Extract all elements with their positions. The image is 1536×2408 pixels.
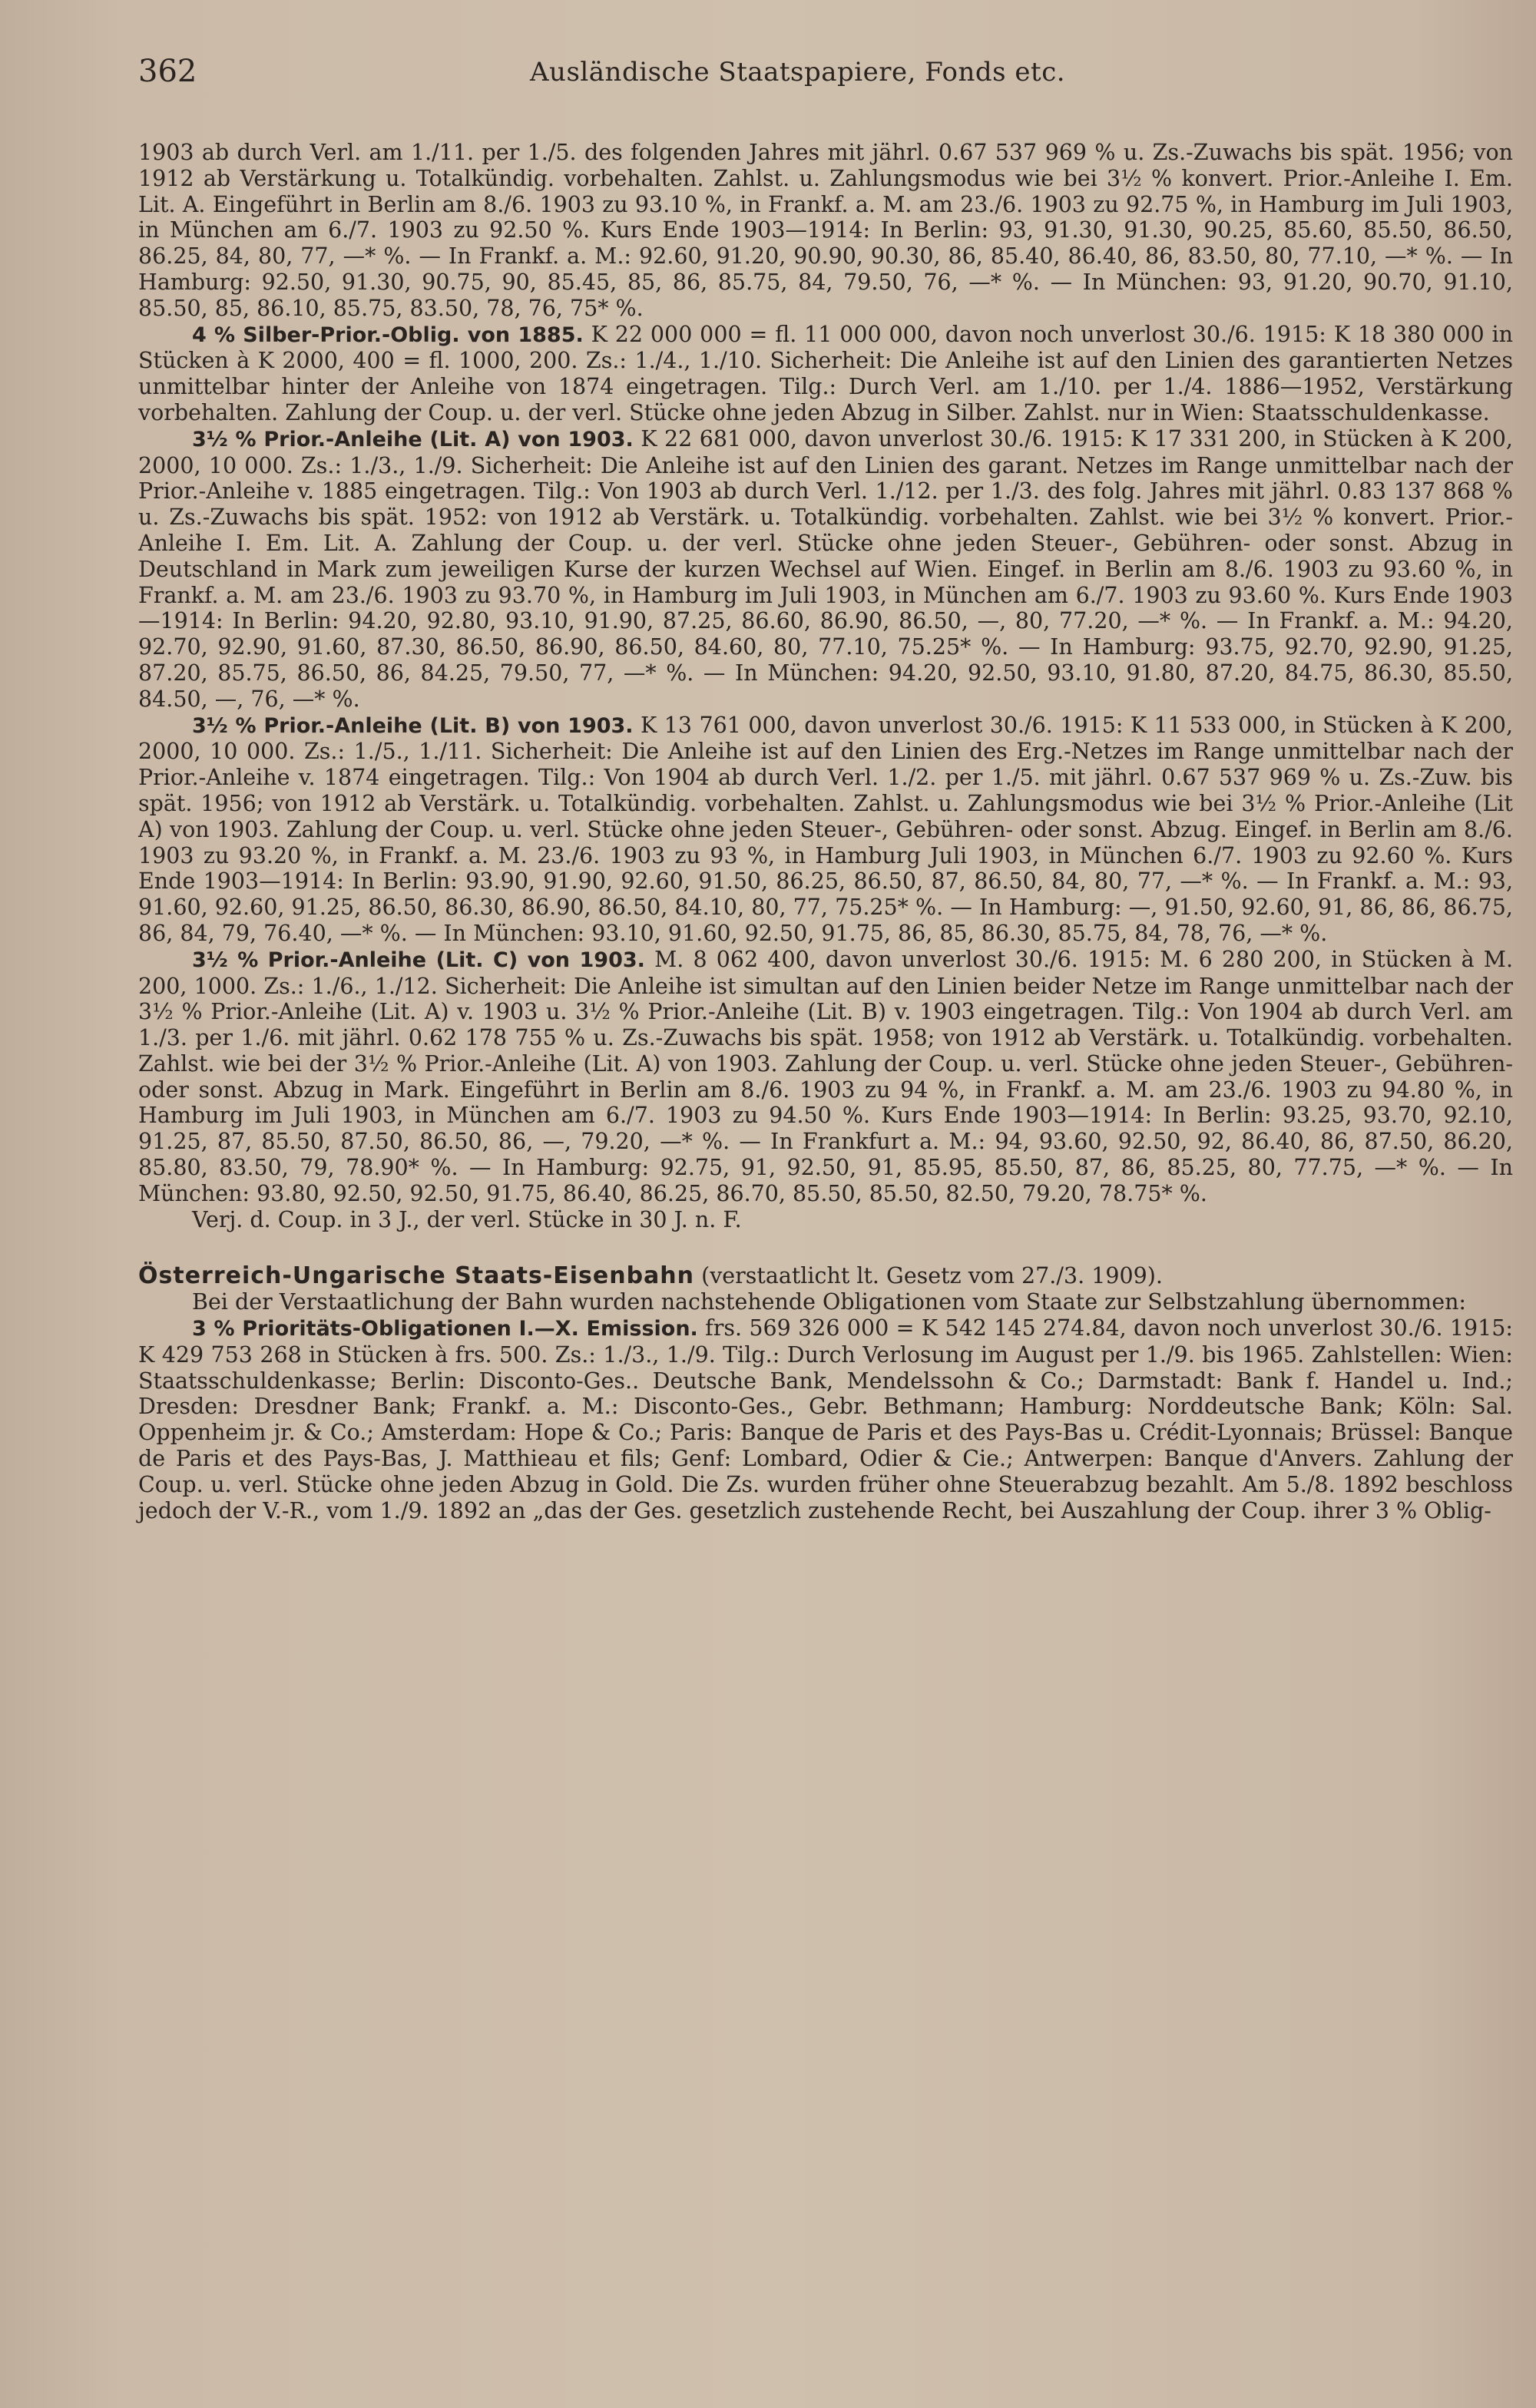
paragraph-prior-anleihe-lit-b	[138, 713, 1513, 947]
entry-title: 4 % Silber-Prior.-Oblig. von 1885.	[192, 322, 584, 347]
paragraph-verjaehrung: Verj. d. Coup. in 3 J., der verl. Stücke in 30 J. n. F.	[192, 1206, 742, 1232]
entry-text: M. 8 062 400, davon unverlost 30./6. 1915: M. 6 280 200, in Stücken à M. 200, 1000. Zs.: 1./6., 1./12. Sicherheit: Die Anleihe ist simultan auf den Linien beider Netze im Range unmittelbar nach der 3½ % Prior.-Anleihe (Lit. A) v. 1903 u. 3½ % Prior.-Anleihe (Lit. B) v. 1903 eingetragen. Tilg.: Von 1904 ab durch Verl. am 1./3. per 1./6. mit jährl. 0.62 178 755 % u. Zs.-Zuwachs bis spät. 1958; von 1912 ab Verstärk. u. Totalkündig. vorbehalten. Zahlst. wie bei der 3½ % Prior.-Anleihe (Lit. A) von 1903. Zahlung der Coup. u. verl. Stücke ohne jeden Steuer-, Gebühren- oder sonst. Abzug in Mark. Eingeführt in Berlin am 8./6. 1903 zu 94 %, in Frankf. a. M. am 23./6. 1903 zu 94.80 %, in Hamburg im Juli 1903, in München am 6./7. 1903 zu 94.50 %. Kurs Ende 1903—1914: In Berlin: 93.25, 93.70, 92.10, 91.25, 87, 85.50, 87.50, 86.50, 86, —, 79.20, —* %. — In Frankfurt a. M.: 94, 93.60, 92.50, 92, 86.40, 86, 87.50, 86.20, 85.80, 83.50, 79, 78.90* %. — In Hamburg: 92.75, 91, 92.50, 91, 85.95, 85.50, 87, 86, 85.25, 80, 77.75, —* %. — In München: 93.80, 92.50, 92.50, 91.75, 86.40, 86.25, 86.70, 85.50, 85.50, 82.50, 79.20, 78.75* %.	[138, 946, 1514, 1206]
page-header	[138, 54, 1413, 92]
paragraph-verstaatlichung: Bei der Verstaatlichung der Bahn wurden nachstehende Obligationen vom Staate zur Selbstzahlung übernommen:	[192, 1289, 1467, 1315]
paragraph-silber-prior-oblig	[138, 322, 1513, 426]
entry-text: K 22 000 000 = fl. 11 000 000, davon noch unverlost 30./6. 1915: K 18 380 000 in Stücken à K 2000, 400 = fl. 1000, 200. Zs.: 1./4., 1./10. Sicherheit: Die Anleihe ist auf den Linien des garantierten Netzes unmittelbar hinter der Anleihe von 1874 eingetragen. Tilg.: Durch Verl. am 1./10. per 1./4. 1886—1952, Verstärkung vorbehalten. Zahlung der Coup. u. der verl. Stücke ohne jeden Abzug in Silber. Zahlst. nur in Wien: Staatsschuldenkasse.	[138, 321, 1514, 425]
section-heading	[138, 1263, 1513, 1289]
entry-title: 3 % Prioritäts-Obligationen I.—X. Emission.	[192, 1317, 698, 1341]
entry-text: K 13 761 000, davon unverlost 30./6. 1915: K 11 533 000, in Stücken à K 200, 2000, 10 000. Zs.: 1./5., 1./11. Sicherheit: Die Anleihe ist auf den Linien des Erg.-Netzes im Range unmittelbar nach der Prior.-Anleihe v. 1874 eingetragen. Tilg.: Von 1904 ab durch Verl. 1./2. per 1./5. mit jährl. 0.67 537 969 % u. Zs.-Zuw. bis spät. 1956; von 1912 ab Verstärk. u. Totalkündig. vorbehalten. Zahlst. u. Zahlungsmodus wie bei 3½ % Prior.-Anleihe (Lit A) von 1903. Zahlung der Coup. u. verl. Stücke ohne jeden Steuer-, Gebühren- oder sonst. Abzug. Eingef. in Berlin am 8./6. 1903 zu 93.20 %, in Frankf. a. M. 23./6. 1903 zu 93 %, in Hamburg Juli 1903, in München 6./7. 1903 zu 92.60 %. Kurs Ende 1903—1914: In Berlin: 93.90, 91.90, 92.60, 91.50, 86.25, 86.50, 87, 86.50, 84, 80, 77, —* %. — In Frankf. a. M.: 93, 91.60, 92.60, 91.25, 86.50, 86.30, 86.90, 86.50, 84.10, 80, 77, 75.25* %. — In Hamburg: —, 91.50, 92.60, 91, 86, 86, 86.75, 86, 84, 79, 76.40, —* %. — In München: 93.10, 91.60, 92.50, 91.75, 86, 85, 86.30, 85.75, 84, 78, 76, —* %.	[138, 712, 1514, 946]
paragraph-prior-anleihe-lit-c	[138, 947, 1513, 1207]
paragraph-prioritaets-obligationen	[138, 1315, 1513, 1523]
running-head: Ausländische Staatspapiere, Fonds etc.	[530, 57, 1066, 88]
section-title: Österreich-Ungarische Staats-Eisenbahn	[138, 1262, 695, 1290]
entry-title: 3½ % Prior.-Anleihe (Lit. B) von 1903.	[192, 713, 634, 738]
entry-text: frs. 569 326 000 = K 542 145 274.84, davon noch unverlost 30./6. 1915: K 429 753 268 in Stücken à frs. 500. Zs.: 1./3., 1./9. Tilg.: Durch Verlosung im August per 1./9. bis 1965. Zahlstellen: Wien: Staatsschuldenkasse; Berlin: Disconto-Ges.. Deutsche Bank, Mendelssohn & Co.; Darmstadt: Bank f. Handel u. Ind.; Dresden: Dresdner Bank; Frankf. a. M.: Disconto-Ges., Gebr. Bethmann; Hamburg: Norddeutsche Bank; Köln: Sal. Oppenheim jr. & Co.; Amsterdam: Hope & Co.; Paris: Banque de Paris et des Pays-Bas u. Crédit-Lyonnais; Brüssel: Banque de Paris et des Pays-Bas, J. Matthieau et fils; Genf: Lombard, Odier & Cie.; Antwerpen: Banque d'Anvers. Zahlung der Coup. u. verl. Stücke ohne jeden Abzug in Gold. Die Zs. wurden früher ohne Steuerabzug bezahlt. Am 5./8. 1892 beschloss jedoch der V.-R., vom 1./9. 1892 an „das der Ges. gesetzlich zustehende Recht, bei Auszahlung der Coup. ihrer 3 % Oblig-	[138, 1315, 1514, 1523]
entry-title: 3½ % Prior.-Anleihe (Lit. C) von 1903.	[192, 948, 645, 972]
page-number: 362	[138, 54, 197, 89]
paragraph-continuation: 1903 ab durch Verl. am 1./11. per 1./5. des folgenden Jahres mit jährl. 0.67 537 969 % u. Zs.-Zuwachs bis spät. 1956; von 1912 ab Verstärkung u. Totalkündig. vorbehalten. Zahlst. u. Zahlungsmodus wie bei 3½ % konvert. Prior.-Anleihe I. Em. Lit. A. Eingeführt in Berlin am 8./6. 1903 zu 93.10 %, in Frankf. a. M. am 23./6. 1903 zu 92.75 %, in Hamburg im Juli 1903, in München am 6./7. 1903 zu 92.50 %. Kurs Ende 1903—1914: In Berlin: 93, 91.30, 91.30, 90.25, 85.60, 85.50, 86.50, 86.25, 84, 80, 77, —* %. — In Frankf. a. M.: 92.60, 91.20, 90.90, 90.30, 86, 85.40, 86.40, 86, 83.50, 80, 77.10, —* %. — In Hamburg: 92.50, 91.30, 90.75, 90, 85.45, 85, 86, 85.75, 84, 79.50, 76, —* %. — In München: 93, 91.20, 90.70, 91.10, 85.50, 85, 86.10, 85.75, 83.50, 78, 76, 75* %.	[138, 140, 1513, 321]
section-gap	[138, 1232, 1513, 1263]
page-body	[138, 140, 1513, 1523]
paragraph-prior-anleihe-lit-a	[138, 426, 1513, 713]
entry-text: K 22 681 000, davon unverlost 30./6. 1915: K 17 331 200, in Stücken à K 200, 2000, 10 000. Zs.: 1./3., 1./9. Sicherheit: Die Anleihe ist auf den Linien des garant. Netzes im Range unmittelbar nach der Prior.-Anleihe v. 1885 eingetragen. Tilg.: Von 1903 ab durch Verl. 1./12. per 1./3. des folg. Jahres mit jährl. 0.83 137 868 % u. Zs.-Zuwachs bis spät. 1952: von 1912 ab Verstärk. u. Totalkündig. vorbehalten. Zahlst. wie bei 3½ % konvert. Prior.-Anleihe I. Em. Lit. A. Zahlung der Coup. u. der verl. Stücke ohne jeden Steuer-, Gebühren- oder sonst. Abzug in Deutschland in Mark zum jeweiligen Kurse der kurzen Wechsel auf Wien. Eingef. in Berlin am 8./6. 1903 zu 93.60 %, in Frankf. a. M. am 23./6. 1903 zu 93.70 %, in Hamburg im Juli 1903, in München am 6./7. 1903 zu 93.60 %. Kurs Ende 1903—1914: In Berlin: 94.20, 92.80, 93.10, 91.90, 87.25, 86.60, 86.90, 86.50, —, 80, 77.20, —* %. — In Frankf. a. M.: 94.20, 92.70, 92.90, 91.60, 87.30, 86.50, 86.90, 86.50, 84.60, 80, 77.10, 75.25* %. — In Hamburg: 93.75, 92.70, 92.90, 91.25, 87.20, 85.75, 86.50, 86, 84.25, 79.50, 77, —* %. — In München: 94.20, 92.50, 93.10, 91.80, 87.20, 84.75, 86.30, 85.50, 84.50, —, 76, —* %.	[138, 425, 1513, 712]
section-note: (verstaatlicht lt. Gesetz vom 27./3. 1909).	[701, 1263, 1163, 1289]
entry-title: 3½ % Prior.-Anleihe (Lit. A) von 1903.	[192, 427, 634, 452]
